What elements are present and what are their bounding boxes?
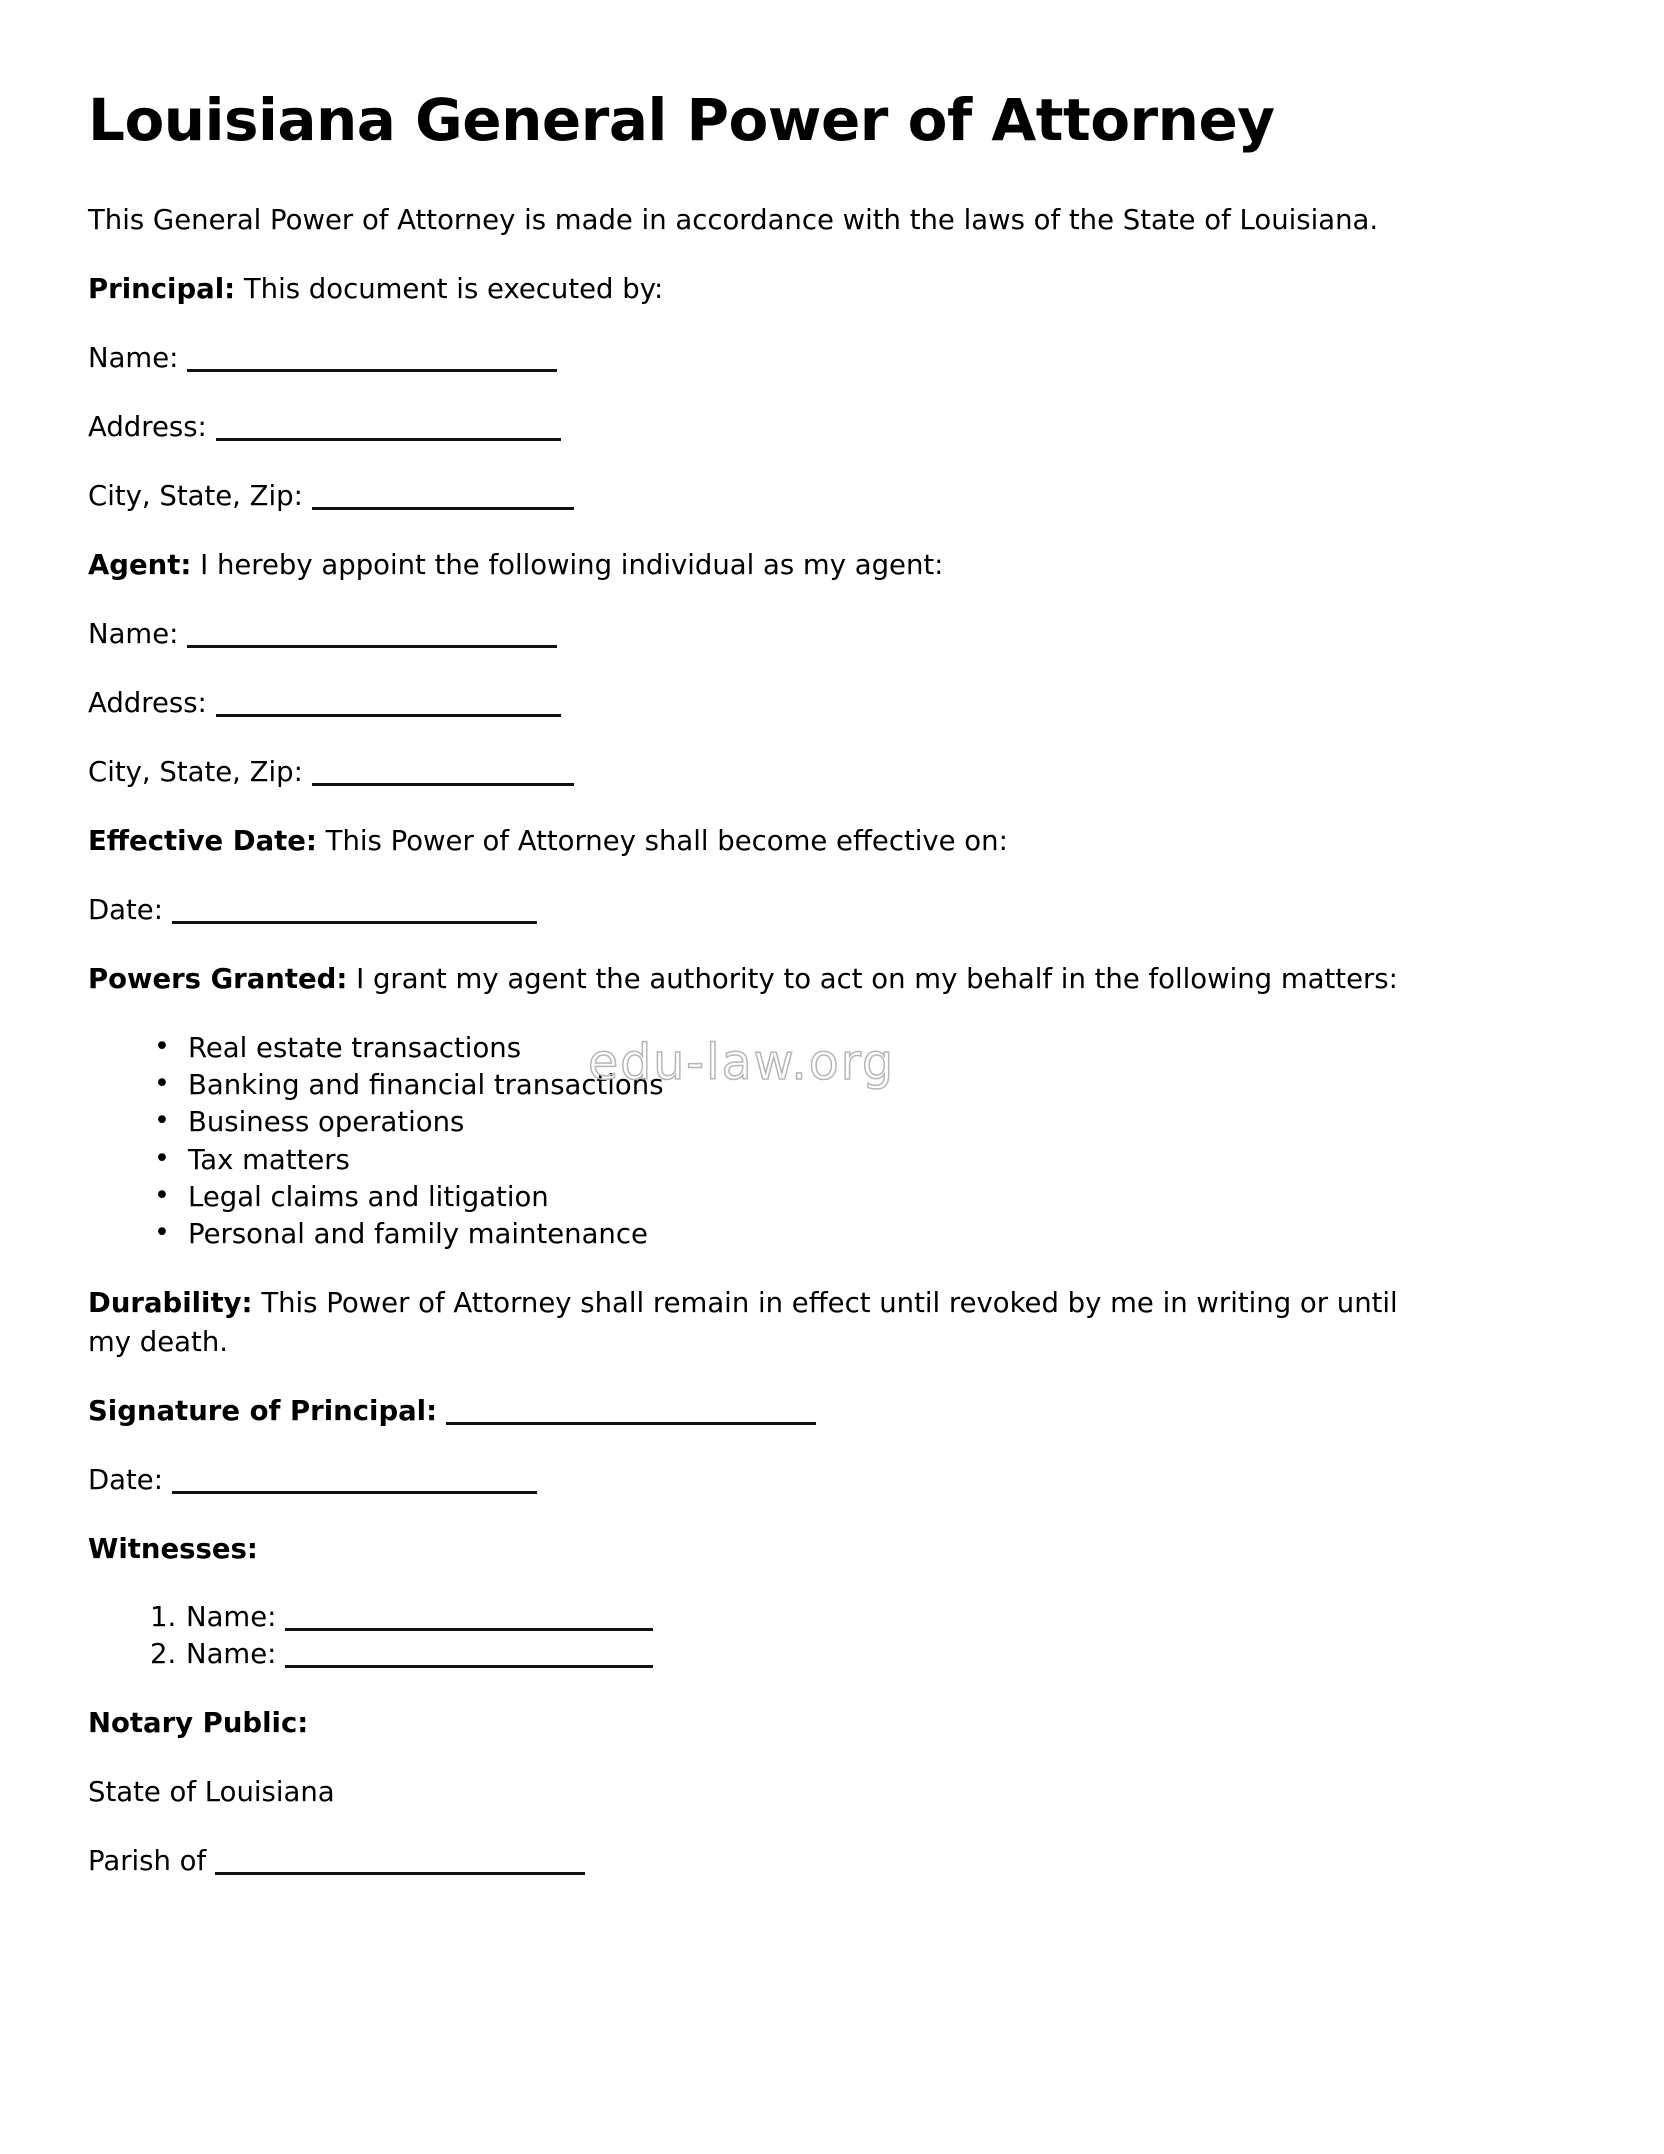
agent-heading-text: I hereby appoint the following individual as my agent: [200,549,944,582]
effective-date-row [88,891,1433,930]
durability-text: This Power of Attorney shall remain in effect until revoked by me in writing or until my death. [88,1286,1398,1358]
effective-date-heading-label: Effective Date: [88,825,317,858]
notary-parish-field[interactable] [215,1872,585,1875]
witnesses-heading-label: Witnesses: [88,1533,258,1566]
intro-paragraph: This General Power of Attorney is made in accordance with the laws of the State of Louisiana. [88,203,1379,236]
witnesses-heading [88,1530,1433,1569]
signature-principal-row [88,1392,1433,1431]
notary-heading [88,1704,1433,1743]
signature-principal-field[interactable] [446,1422,816,1425]
list-item: • Tax matters [188,1142,1576,1179]
principal-heading [88,270,1433,309]
agent-address-field[interactable] [216,714,561,717]
powers-granted-heading-text: I grant my agent the authority to act on my behalf in the following matters: [356,963,1398,996]
principal-heading-text: This document is executed by: [243,273,664,305]
list-item: • Banking and financial transactions [188,1067,1576,1104]
effective-date-label: Date: [88,894,163,927]
principal-name-row [88,339,1433,378]
list-item: • Legal claims and litigation [188,1179,1576,1216]
list-item: • Personal and family maintenance [188,1216,1576,1253]
agent-city-row [88,753,1433,792]
site-watermark: edu-law.org [588,1034,896,1091]
powers-granted-list [88,1030,1576,1254]
list-item: • Real estate transactions [188,1030,1576,1067]
principal-heading-label: Principal: [88,273,236,305]
agent-address-row [88,684,1433,723]
effective-date-heading [88,822,1433,861]
agent-heading [88,546,1433,585]
principal-city-label: City, State, Zip: [88,480,303,513]
agent-city-field[interactable] [312,783,574,786]
principal-city-row [88,477,1433,516]
witness-1-label: Name: [186,1601,277,1634]
agent-name-row [88,615,1433,654]
agent-address-label: Address: [88,687,207,720]
agent-city-label: City, State, Zip: [88,756,303,789]
powers-granted-heading [88,960,1433,999]
list-item [186,1636,1576,1673]
durability-label: Durability: [88,1286,253,1319]
signature-date-label: Date: [88,1464,163,1496]
effective-date-field[interactable] [172,921,537,924]
notary-state-line: State of Louisiana [88,1775,335,1808]
page-title: Louisiana General Power of Attorney [88,86,1275,154]
signature-principal-label: Signature of Principal: [88,1394,438,1427]
principal-city-field[interactable] [312,507,574,510]
powers-granted-heading-label: Powers Granted: [88,963,348,996]
signature-date-row [88,1461,1433,1500]
witness-1-field[interactable] [285,1628,653,1631]
notary-heading-label: Notary Public: [88,1706,309,1739]
principal-address-field[interactable] [216,438,561,441]
signature-date-field[interactable] [172,1491,537,1494]
principal-name-label: Name: [88,342,179,375]
principal-address-label: Address: [88,411,207,444]
witness-2-field[interactable] [285,1665,653,1668]
agent-name-label: Name: [88,618,179,651]
notary-parish-row [88,1842,1433,1881]
principal-name-field[interactable] [187,369,557,372]
effective-date-heading-text: This Power of Attorney shall become effective on: [325,825,1008,858]
witness-2-label: Name: [186,1638,277,1671]
notary-parish-label: Parish of [88,1844,207,1877]
principal-address-row [88,408,1433,447]
list-item [186,1599,1576,1636]
agent-name-field[interactable] [187,645,557,648]
list-item: • Business operations [188,1104,1576,1141]
durability-paragraph [88,1284,1433,1362]
agent-heading-label: Agent: [88,549,192,582]
witnesses-list [88,1599,1576,1674]
